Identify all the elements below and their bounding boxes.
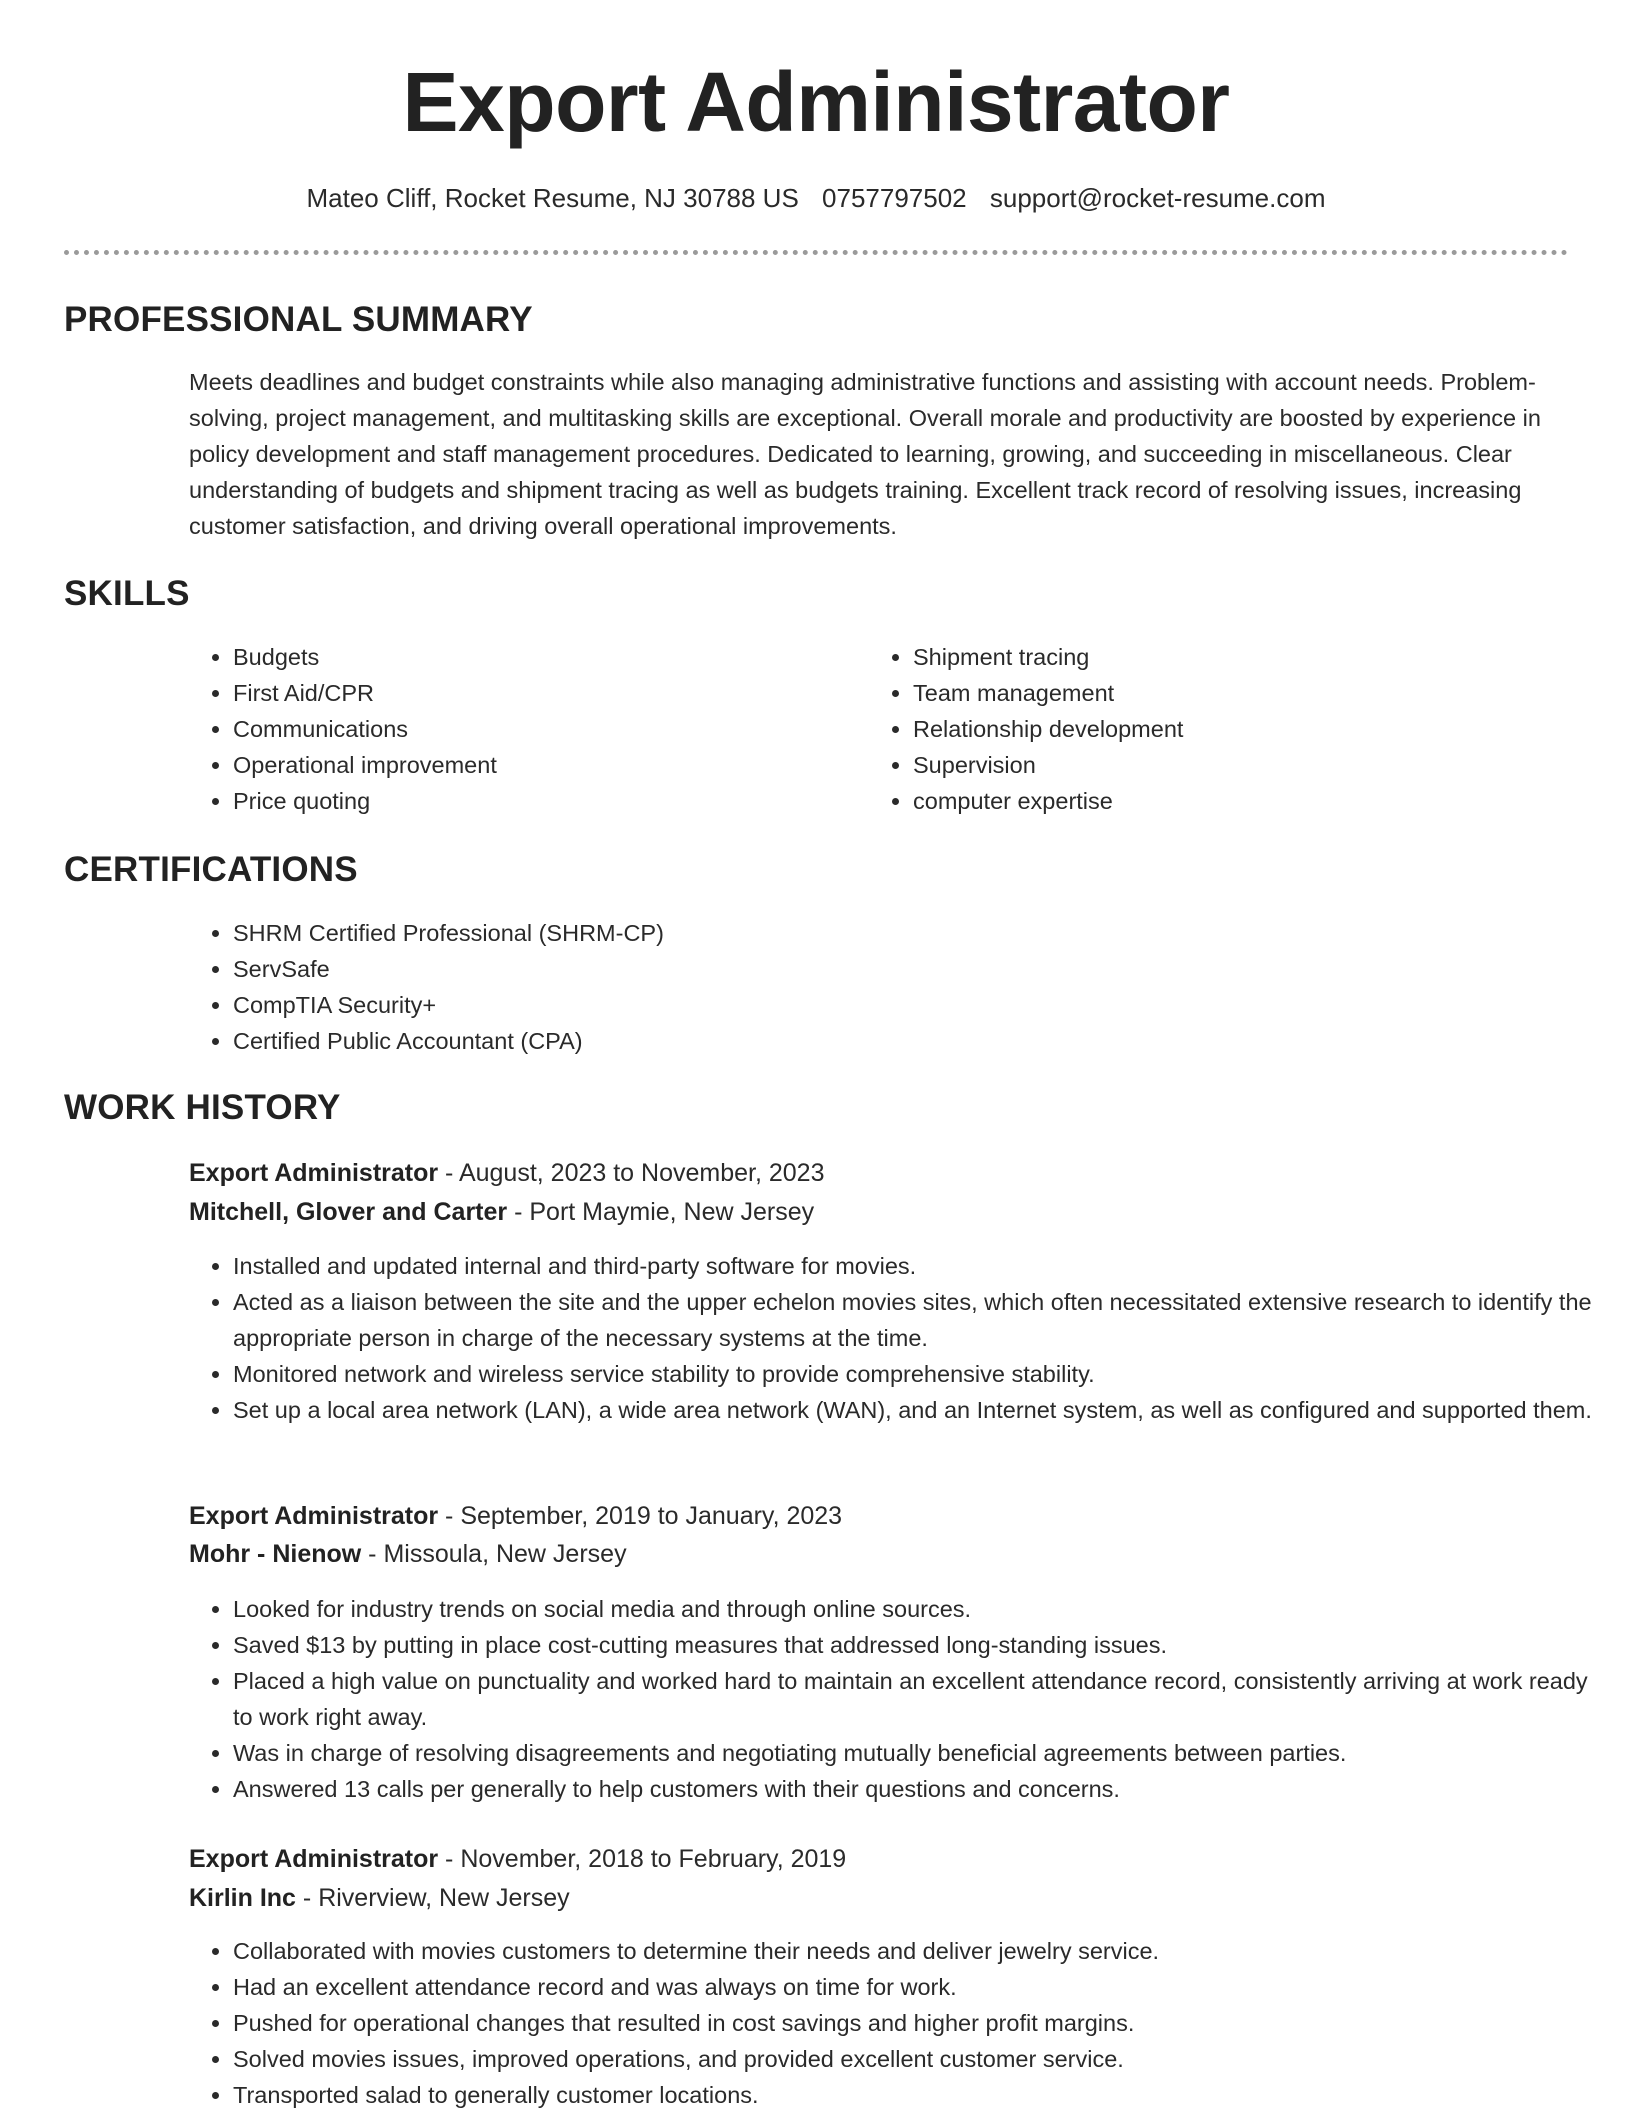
job-bullets — [189, 1591, 1613, 1807]
job-bullets — [189, 1248, 1613, 1428]
list-item: • Operational improvement — [233, 747, 853, 783]
skills-heading: SKILLS — [64, 574, 190, 613]
list-item: • Monitored network and wireless service stability to provide comprehensive stability. — [233, 1356, 1613, 1392]
job-title-line: Export Administrator - November, 2018 to February, 2019 — [189, 1845, 847, 1873]
resume-name: Export Administrator — [402, 55, 1230, 149]
job-location: Port Maymie, New Jersey — [529, 1198, 815, 1226]
list-item: • Budgets — [233, 639, 853, 675]
list-item: • Relationship development — [913, 711, 1533, 747]
list-item: • Communications — [233, 711, 853, 747]
job-dates: August, 2023 to November, 2023 — [458, 1159, 825, 1187]
list-item: • Was in charge of resolving disagreements and negotiating mutually beneficial agreements between parties. — [233, 1735, 1613, 1771]
job-dates: September, 2019 to January, 2023 — [460, 1502, 843, 1530]
list-item: • Certified Public Accountant (CPA) — [233, 1023, 1613, 1059]
certifications-heading: CERTIFICATIONS — [64, 850, 358, 889]
certifications-list — [189, 915, 1613, 1059]
job-location: Missoula, New Jersey — [383, 1540, 627, 1568]
job-title: Export Administrator — [189, 1502, 439, 1530]
list-item: • Transported salad to generally customer locations. — [233, 2077, 1613, 2112]
list-item: • SHRM Certified Professional (SHRM-CP) — [233, 915, 1613, 951]
list-item: • Pushed for operational changes that resulted in cost savings and higher profit margins. — [233, 2005, 1613, 2041]
list-item: • computer expertise — [913, 783, 1533, 819]
job-bullets — [189, 1933, 1613, 2112]
contact-phone: 0757797502 — [822, 183, 967, 213]
contact-email[interactable]: support@rocket-resume.com — [989, 183, 1326, 213]
job-company: Mohr - Nienow — [189, 1540, 362, 1568]
job-dates: November, 2018 to February, 2019 — [460, 1845, 847, 1873]
job-title: Export Administrator — [189, 1159, 439, 1187]
job-title-line: Export Administrator - September, 2019 to January, 2023 — [189, 1502, 843, 1530]
list-item: • Placed a high value on punctuality and worked hard to maintain an excellent attendance record, consistently arriving at work ready to work right away. — [233, 1663, 1613, 1735]
job-location: Riverview, New Jersey — [318, 1884, 570, 1912]
list-item: • First Aid/CPR — [233, 675, 853, 711]
contact-line — [0, 180, 1632, 216]
skills-list-right — [869, 639, 1533, 819]
contact-address: Mateo Cliff, Rocket Resume, NJ 30788 US — [306, 183, 799, 213]
list-item: • Had an excellent attendance record and was always on time for work. — [233, 1969, 1613, 2005]
list-item: • Team management — [913, 675, 1533, 711]
summary-heading: PROFESSIONAL SUMMARY — [64, 300, 533, 339]
header-divider — [64, 250, 1568, 255]
job-company-line: Mohr - Nienow - Missoula, New Jersey — [189, 1540, 627, 1568]
list-item: • Collaborated with movies customers to determine their needs and deliver jewelry service. — [233, 1933, 1613, 1969]
list-item: • CompTIA Security+ — [233, 987, 1613, 1023]
job-company: Mitchell, Glover and Carter — [189, 1198, 508, 1226]
list-item: • Supervision — [913, 747, 1533, 783]
job-company-line: Kirlin Inc - Riverview, New Jersey — [189, 1884, 570, 1912]
list-item: • Installed and updated internal and third-party software for movies. — [233, 1248, 1613, 1284]
list-item: • Answered 13 calls per generally to help customers with their questions and concerns. — [233, 1771, 1613, 1807]
job-company-line: Mitchell, Glover and Carter - Port Maymie, New Jersey — [189, 1198, 815, 1226]
list-item: • Price quoting — [233, 783, 853, 819]
work-history-heading: WORK HISTORY — [64, 1088, 341, 1127]
job-company: Kirlin Inc — [189, 1884, 296, 1912]
job-title: Export Administrator — [189, 1845, 439, 1873]
summary-text: Meets deadlines and budget constraints while also managing administrative functions and assisting with account needs. Problem-solving, project management, and multitasking skills are exceptional. Overall morale and productivity are boosted by experience in policy development and staff management procedures. Dedicated to learning, growing, and succeeding in miscellaneous. Clear understanding of budgets and shipment tracing as well as budgets training. Excellent track record of resolving issues, increasing customer satisfaction, and driving overall operational improvements. — [189, 369, 1541, 539]
list-item: • Saved $13 by putting in place cost-cutting measures that addressed long-standing issues. — [233, 1627, 1613, 1663]
list-item: • Solved movies issues, improved operations, and provided excellent customer service. — [233, 2041, 1613, 2077]
list-item: • Shipment tracing — [913, 639, 1533, 675]
skills-list-left — [189, 639, 853, 819]
list-item: • Set up a local area network (LAN), a wide area network (WAN), and an Internet system, as well as configured and supported them. — [233, 1392, 1613, 1428]
list-item: • Acted as a liaison between the site and the upper echelon movies sites, which often necessitated extensive research to identify the appropriate person in charge of the necessary systems at the time. — [233, 1284, 1613, 1356]
job-title-line: Export Administrator - August, 2023 to November, 2023 — [189, 1159, 825, 1187]
list-item: • Looked for industry trends on social media and through online sources. — [233, 1591, 1613, 1627]
list-item: • ServSafe — [233, 951, 1613, 987]
